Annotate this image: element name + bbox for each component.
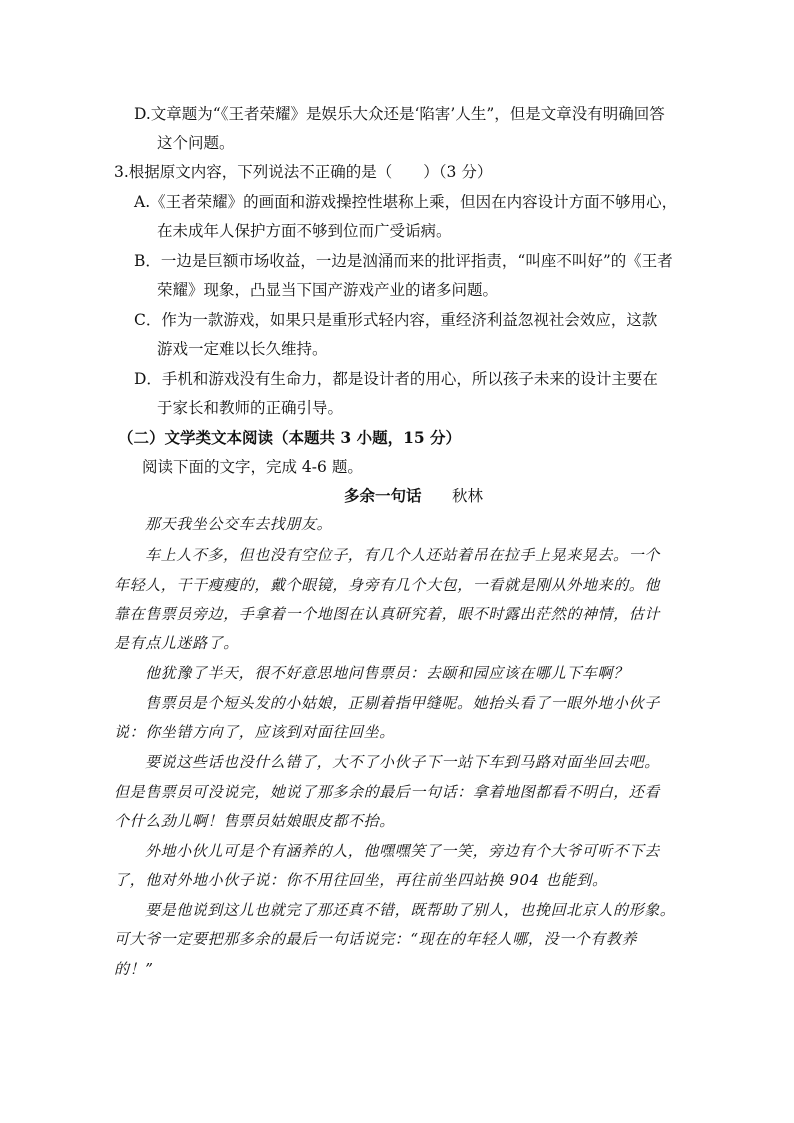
story-line: 要是他说到这儿也就完了那还真不错，既帮助了别人，也挽回北京人的形象。 [145,901,676,919]
story-line: 是有点儿迷路了。 [114,634,239,652]
story-line: 年轻人，干干瘦瘦的，戴个眼镜，身旁有几个大包，一看就是刚从外地来的。他 [114,576,661,594]
q3-option-d-line1: D．手机和游戏没有生命力，都是设计者的用心，所以孩子未来的设计主要在 [134,370,658,388]
q3-option-a-line1: A.《王者荣耀》的画面和游戏操控性堪称上乘，但因在内容设计方面不够用心， [134,193,678,211]
q3-option-b-line2: 荣耀》现象，凸显当下国产游戏产业的诸多问题。 [157,281,499,299]
q3-option-b-line1: B．一边是巨额市场收益，一边是汹涌而来的批评指责，“叫座不叫好”的《王者 [134,252,673,270]
story-line: 靠在售票员旁边，手拿着一个地图在认真研究着，眼不时露出茫然的神情，估计 [114,605,661,623]
story-line: 他犹豫了半天，很不好意思地问售票员：去颐和园应该在哪儿下车啊？ [145,664,629,682]
story-line: 要说这些话也没什么错了，大不了小伙子下一站下车到马路对面坐回去吧。 [145,753,660,771]
story-author: 秋林 [452,487,484,505]
q3-option-c-line2: 游戏一定难以长久维持。 [157,340,328,358]
q2-option-d-line2: 这个问题。 [157,134,235,152]
section-heading: （二）文学类文本阅读（本题共 3 小题，15 分） [118,428,462,447]
story-line: 个什么劲儿啊！售票员姑娘眼皮都不抬。 [114,812,395,830]
story-line: 外地小伙儿可是个有涵养的人，他嘿嘿笑了一笑，旁边有个大爷可听不下去 [145,842,660,860]
story-title: 多余一句话 [344,486,422,505]
q3-option-c-line1: C．作为一款游戏，如果只是重形式轻内容，重经济利益忽视社会效应，这款 [134,311,658,329]
story-line: 车上人不多，但也没有空位子，有几个人还站着吊在拉手上晃来晃去。一个 [145,546,660,564]
section-instruction: 阅读下面的文字，完成 4-6 题。 [142,458,363,476]
story-line: 可大爷一定要把那多余的最后一句话说完：“现在的年轻人哪，没一个有教养 [114,930,638,948]
q3-option-d-line2: 于家长和教师的正确引导。 [157,399,344,417]
q3-option-a-line2: 在未成年人保护方面不够到位而广受诟病。 [157,222,452,240]
story-line: 了，他对外地小伙子说：你不用往回坐，再往前坐四站换 904 也能到。 [114,871,608,889]
story-line: 的！” [114,960,154,978]
story-line: 说：你坐错方向了，应该到对面往回坐。 [114,723,395,741]
story-line: 但是售票员可没说完，她说了那多余的最后一句话：拿着地图都看不明白，还看 [114,783,661,801]
q3-stem: 3.根据原文内容，下列说法不正确的是（ ）（3 分） [114,163,493,181]
q2-option-d-line1: D.文章题为“《王者荣耀》是娱乐大众还是‘陷害’人生”，但是文章没有明确回答 [134,105,665,123]
story-line: 售票员是个短头发的小姑娘，正剔着指甲缝呢。她抬头看了一眼外地小伙子 [145,694,660,712]
story-line: 那天我坐公交车去找朋友。 [145,515,333,533]
